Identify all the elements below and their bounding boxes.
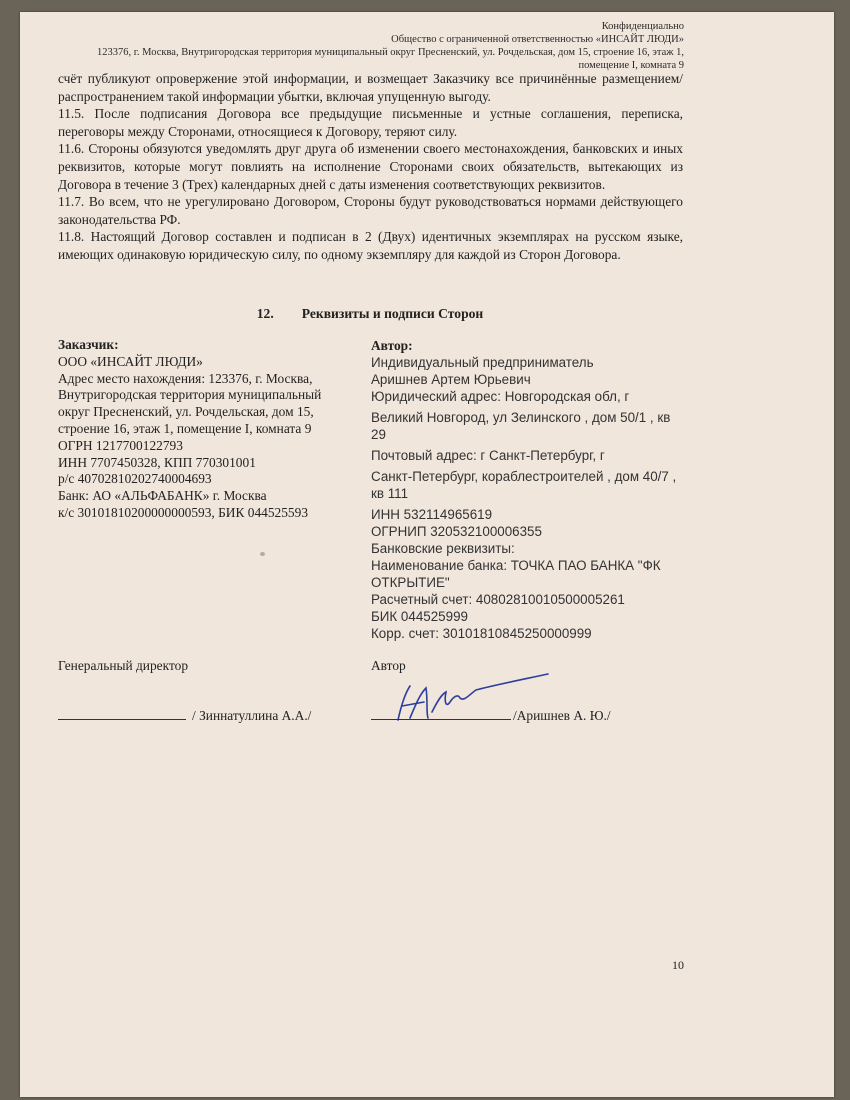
paragraph-11-8: 11.8. Настоящий Договор составлен и подписан в 2 (Двух) идентичных экземплярах на русском языке, имеющих одинаковую юридическую силу, по одному экземпляру для каждой из Сторон Договора. [58,229,683,262]
customer-line: Внутригородская территория муниципальный [58,387,322,403]
document-page [20,12,834,1097]
customer-line: к/с 30101810200000000593, БИК 044525593 [58,504,309,520]
author-signatory-name: /Аришнев А. Ю./ [513,708,611,723]
customer-line: р/с 40702810202740004693 [58,471,212,487]
author-line: ОГРНИП 320532100006355 [371,524,542,539]
paragraph-11-5: 11.5. После подписания Договора все предыдущие письменные и устные соглашения, переписка, переговоры между Сторонами, относящиеся к Договору, теряют силу. [58,106,683,139]
customer-line: строение 16, этаж 1, помещение I, комната 9 [58,420,312,436]
author-line: Расчетный счет: 40802810010500005261 [371,592,625,607]
author-title: Автор: [371,338,413,353]
customer-line: ООО «ИНСАЙТ ЛЮДИ» [58,353,203,369]
author-line: Юридический адрес: Новгородская обл, г [371,389,630,404]
signature-blank [58,719,186,720]
section-title: Реквизиты и подписи Сторон [301,306,484,321]
author-line: Наименование банка: ТОЧКА ПАО БАНКА "ФК [371,558,661,573]
author-line: Почтовый адрес: г Санкт-Петербург, г [371,448,605,463]
customer-signatory-name: / Зиннатуллина А.А./ [192,708,312,723]
customer-line: ОГРН 1217700122793 [58,437,183,453]
customer-line: Адрес место нахождения: 123376, г. Москва, [58,370,313,386]
paragraph: счёт публикуют опровержение этой информации, и возмещает Заказчику все причинённые размещением/распространением такой информации убытки, включая упущенную выгоду. [58,71,683,104]
author-signatory-role: Автор [371,658,406,673]
contract-body [58,70,683,264]
page-number: 10 [672,958,684,972]
customer-title: Заказчик: [58,337,119,352]
author-line: 29 [371,427,386,442]
confidential-header [44,20,684,72]
customer-signature-line [58,708,311,724]
section-number: 12. [256,306,274,321]
author-details [371,337,691,642]
header-line: Конфиденциально [601,21,684,32]
author-line: Аришнев Артем Юрьевич [371,372,531,387]
header-line: Общество с ограниченной ответственностью «ИНСАЙТ ЛЮДИ» [391,34,684,45]
header-line: 123376, г. Москва, Внутригородская территория муниципальный округ Пресненский, ул. Рочдельская, дом 15, строение 16, этаж 1, [97,47,684,58]
author-line: Корр. счет: 30101810845250000999 [371,626,592,641]
customer-line: Банк: АО «АЛЬФАБАНК» г. Москва [58,488,267,504]
paragraph-11-7: 11.7. Во всем, что не урегулировано Договором, Стороны будут руководствоваться нормами действующего законодательства РФ. [58,194,683,227]
customer-line: округ Пресненский, ул. Рочдельская, дом 15, [58,404,314,420]
header-line: помещение I, комната 9 [578,60,684,71]
author-line: Индивидуальный предприниматель [371,355,594,370]
section-heading [20,306,720,322]
scan-speck [260,552,265,556]
customer-details [58,337,358,522]
signature-blank [371,719,511,720]
author-line: ИНН 532114965619 [371,507,493,522]
author-signature-line [371,708,611,724]
author-line: ОТКРЫТИЕ" [371,575,450,590]
author-line: Великий Новгород, ул Зелинского , дом 50/1 , кв [371,410,671,425]
author-line: БИК 044525999 [371,609,468,624]
author-line: Банковские реквизиты: [371,541,515,556]
customer-line: ИНН 7707450328, КПП 770301001 [58,454,256,470]
paragraph-11-6: 11.6. Стороны обязуются уведомлять друг друга об изменении своего местонахождения, банковских и иных реквизитов, которые могут повлиять на исполнение Сторонами своих обязательств, вытекающих из Договора в течение 3 (Трех) календарных дней с даты изменения соответствующих реквизитов. [58,141,683,192]
author-line: Санкт-Петербург, кораблестроителей , дом 40/7 , [371,469,677,484]
customer-signatory-role: Генеральный директор [58,658,189,673]
author-line: кв 111 [371,486,409,501]
